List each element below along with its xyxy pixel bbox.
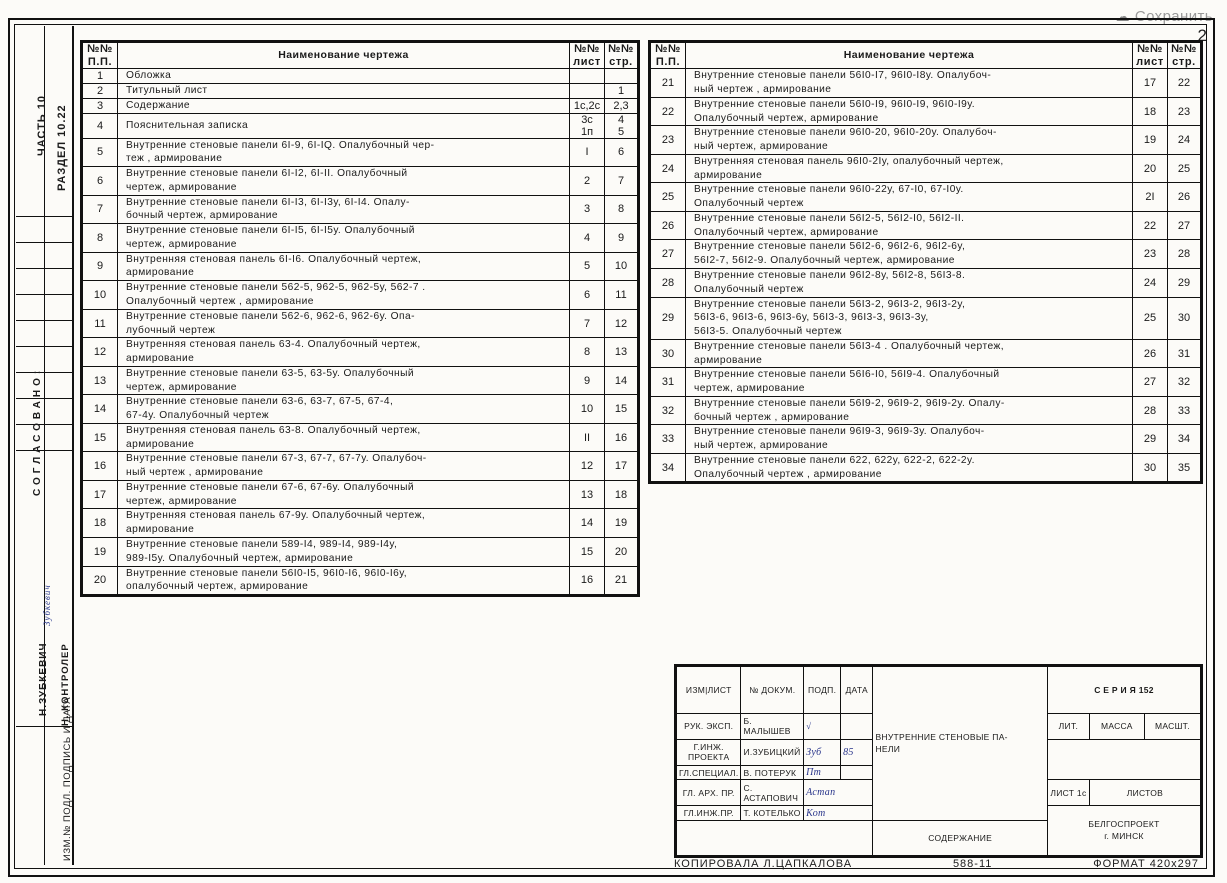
watermark-label: Сохранить [1134, 8, 1213, 25]
stamp-handwritten-signature: Зубкевич [42, 584, 52, 626]
tb-doc-title: СОДЕРЖАНИЕ [873, 821, 1048, 856]
row-sheet-number: 4 [570, 224, 605, 253]
row-sheet-number: 7 [570, 309, 605, 338]
row-sheet-number: 23 [1133, 240, 1168, 269]
table-row[interactable] [651, 97, 1201, 126]
row-drawing-name: Внутренняя стеновая панель 6I-I6. Опалубочный чертеж, армирование [118, 252, 570, 281]
table-row[interactable] [83, 566, 638, 595]
table-row[interactable] [83, 538, 638, 567]
row-drawing-name: Внутренние стеновые панели 6I-I5, 6I-I5у. Опалубочный чертеж, армирование [118, 224, 570, 253]
copier-line [674, 858, 1199, 870]
row-sheet-number: II [570, 423, 605, 452]
table-row[interactable] [83, 224, 638, 253]
tb-sheet-no: ЛИСТ 1с [1047, 780, 1089, 806]
table-header-row [83, 43, 638, 69]
row-sheet-number: 30 [1133, 453, 1168, 482]
format-label: ФОРМАТ 420х297 [1093, 858, 1199, 870]
row-number: 26 [651, 211, 686, 240]
row-sheet-number: 9 [570, 366, 605, 395]
tb-col-data: ДАТА [841, 667, 873, 714]
table-row[interactable] [83, 423, 638, 452]
copier-name: КОПИРОВАЛА Л.ЦАПКАЛОВА [674, 858, 853, 870]
row-number: 11 [83, 309, 118, 338]
tb-masshtab: МАСШТ. [1144, 714, 1200, 740]
row-sheet-number: 2 [570, 167, 605, 196]
table-row[interactable] [651, 368, 1201, 397]
row-page-number: 2,3 [605, 98, 638, 113]
table-row[interactable] [651, 69, 1201, 98]
row-number: 9 [83, 252, 118, 281]
row-page-number: 14 [605, 366, 638, 395]
row-sheet-number: 3 [570, 195, 605, 224]
row-drawing-name: Внутренние стеновые панели 63-5, 63-5у. Опалубочный чертеж, армирование [118, 366, 570, 395]
row-sheet-number: 5 [570, 252, 605, 281]
row-sheet-number: 15 [570, 538, 605, 567]
row-page-number: 24 [1168, 126, 1201, 155]
row-drawing-name: Внутренние стеновые панели 562-5, 962-5, 962-5у, 562-7 . Опалубочный чертеж , армирование [118, 281, 570, 310]
row-drawing-name: Внутренние стеновые панели 56I9-2, 96I9-2, 96I9-2у. Опалу- бочный чертеж , армирование [686, 396, 1133, 425]
tb-sign-0: √ [804, 714, 841, 740]
row-sheet-number: 16 [570, 566, 605, 595]
left-margin-stamp [16, 26, 74, 865]
row-number: 10 [83, 281, 118, 310]
row-drawing-name: Внутренние стеновые панели 56I0-I9, 96I0-I9, 96I0-I9у. Опалубочный чертеж, армирование [686, 97, 1133, 126]
row-number: 16 [83, 452, 118, 481]
row-number: 17 [83, 480, 118, 509]
tb-role-2: ГЛ.СПЕЦИАЛ. [677, 765, 741, 780]
row-number: 34 [651, 453, 686, 482]
row-page-number: 35 [1168, 453, 1201, 482]
row-page-number: 17 [605, 452, 638, 481]
row-number: 13 [83, 366, 118, 395]
row-page-number: 26 [1168, 183, 1201, 212]
table-row[interactable] [83, 509, 638, 538]
row-drawing-name: Внутренние стеновые панели 67-3, 67-7, 67-7у. Опалубоч- ный чертеж , армирование [118, 452, 570, 481]
row-sheet-number: 28 [1133, 396, 1168, 425]
row-sheet-number: 26 [1133, 339, 1168, 368]
row-number: 6 [83, 167, 118, 196]
row-page-number: 10 [605, 252, 638, 281]
header-page: №№ стр. [1168, 43, 1201, 69]
table-row[interactable] [651, 183, 1201, 212]
tb-organization: БЕЛГОСПРОЕКТ г. МИНСК [1047, 806, 1200, 856]
cloud-save-icon: ☁ [1115, 8, 1130, 24]
contents-table-left [80, 40, 640, 597]
row-page-number: 20 [605, 538, 638, 567]
row-number: 5 [83, 138, 118, 167]
table-row[interactable] [83, 480, 638, 509]
row-sheet-number: 20 [1133, 154, 1168, 183]
tb-role-3: ГЛ. АРХ. ПР. [677, 780, 741, 806]
table-row[interactable] [651, 269, 1201, 298]
table-row[interactable] [651, 211, 1201, 240]
table-row[interactable] [83, 252, 638, 281]
stamp-controller-name: Н.ЗУБКЕВИЧ [38, 642, 49, 716]
row-sheet-number: 18 [1133, 97, 1168, 126]
row-page-number: 34 [1168, 425, 1201, 454]
row-number: 25 [651, 183, 686, 212]
row-number: 4 [83, 113, 118, 138]
table-row[interactable] [651, 425, 1201, 454]
row-page-number: 15 [605, 395, 638, 424]
tb-col-izm: ИЗМ|ЛИСТ [677, 667, 741, 714]
tb-role-0: РУК. ЭКСП. [677, 714, 741, 740]
row-number: 8 [83, 224, 118, 253]
table-row[interactable] [83, 366, 638, 395]
row-drawing-name: Внутренние стеновые панели 56I2-5, 56I2-I0, 56I2-II. Опалубочный чертеж, армирование [686, 211, 1133, 240]
row-drawing-name: Внутренняя стеновая панель 63-8. Опалубочный чертеж, армирование [118, 423, 570, 452]
row-drawing-name: Внутренние стеновые панели 56I3-2, 96I3-2, 96I3-2у, 56I3-6, 96I3-6, 96I3-6у, 56I3-3, 96I3-3, 96I3-3у, 56I3-5. Опалубочный чертеж [686, 297, 1133, 339]
row-page-number: 23 [1168, 97, 1201, 126]
row-number: 31 [651, 368, 686, 397]
row-drawing-name: Обложка [118, 69, 570, 84]
row-number: 19 [83, 538, 118, 567]
tb-sheets-total: ЛИСТОВ [1089, 780, 1200, 806]
row-drawing-name: Внутренние стеновые панели 56I0-I7, 96I0-I8у. Опалубоч- ный чертеж , армирование [686, 69, 1133, 98]
row-page-number: 33 [1168, 396, 1201, 425]
row-page-number: 22 [1168, 69, 1201, 98]
row-page-number: 16 [605, 423, 638, 452]
tb-role-4: ГЛ.ИНЖ.ПР. [677, 806, 741, 821]
row-sheet-number: I [570, 138, 605, 167]
tb-object: ВНУТРЕННИЕ СТЕНОВЫЕ ПА- НЕЛИ [873, 667, 1048, 821]
row-sheet-number: 12 [570, 452, 605, 481]
tb-sign-2: Пт [804, 765, 841, 780]
header-no: №№ П.П. [651, 43, 686, 69]
row-page-number: 25 [1168, 154, 1201, 183]
row-number: 2 [83, 84, 118, 99]
table-row[interactable] [83, 138, 638, 167]
row-page-number: 21 [605, 566, 638, 595]
title-block [674, 664, 1203, 858]
sheet-content [74, 26, 1205, 870]
row-drawing-name: Внутренние стеновые панели 96I9-3, 96I9-3у. Опалубоч- ный чертеж, армирование [686, 425, 1133, 454]
row-page-number: 31 [1168, 339, 1201, 368]
row-drawing-name: Внутренние стеновые панели 562-6, 962-6, 962-6у. Опа- лубочный чертеж [118, 309, 570, 338]
row-sheet-number: 3с 1п [570, 113, 605, 138]
tb-name-3: С. АСТАПОВИЧ [741, 780, 804, 806]
row-number: 15 [83, 423, 118, 452]
row-sheet-number: 13 [570, 480, 605, 509]
row-number: 30 [651, 339, 686, 368]
row-sheet-number [570, 69, 605, 84]
row-number: 23 [651, 126, 686, 155]
title-block-grid [676, 666, 1201, 856]
row-drawing-name: Внутренние стеновые панели 96I2-8у, 56I2-8, 56I3-8. Опалубочный чертеж [686, 269, 1133, 298]
row-page-number: 30 [1168, 297, 1201, 339]
row-number: 33 [651, 425, 686, 454]
row-page-number: 4 5 [605, 113, 638, 138]
tb-name-2: В. ПОТЕРУК [741, 765, 804, 780]
row-drawing-name: Внутренние стеновые панели 96I0-22у, 67-I0, 67-I0у. Опалубочный чертеж [686, 183, 1133, 212]
row-number: 1 [83, 69, 118, 84]
header-sheet: №№ лист [1133, 43, 1168, 69]
table-header-row [651, 43, 1201, 69]
table-row[interactable] [83, 281, 638, 310]
row-page-number: 9 [605, 224, 638, 253]
tb-sign-1: Зуб [804, 739, 841, 765]
row-number: 14 [83, 395, 118, 424]
row-page-number: 7 [605, 167, 638, 196]
tb-name-0: Б. МАЛЫШЕВ [741, 714, 804, 740]
row-sheet-number: 19 [1133, 126, 1168, 155]
table-row[interactable] [83, 84, 638, 99]
row-number: 20 [83, 566, 118, 595]
row-drawing-name: Содержание [118, 98, 570, 113]
row-sheet-number: 22 [1133, 211, 1168, 240]
row-drawing-name: Внутренние стеновые панели 67-6, 67-6у. Опалубочный чертеж, армирование [118, 480, 570, 509]
row-number: 28 [651, 269, 686, 298]
table-row[interactable] [83, 395, 638, 424]
header-name: Наименование чертежа [118, 43, 570, 69]
row-drawing-name: Внутренние стеновые панели 56I0-I5, 96I0-I6, 96I0-I6у, опалубочный чертеж, армирование [118, 566, 570, 595]
header-no: №№ П.П. [83, 43, 118, 69]
row-number: 32 [651, 396, 686, 425]
tb-date-0 [841, 714, 873, 740]
tb-lit: ЛИТ. [1047, 714, 1089, 740]
row-drawing-name: Внутренние стеновые панели 6I-I2, 6I-II. Опалубочный чертеж, армирование [118, 167, 570, 196]
row-page-number: 28 [1168, 240, 1201, 269]
row-drawing-name: Внутренние стеновые панели 56I3-4 . Опалубочный чертеж, армирование [686, 339, 1133, 368]
row-drawing-name: Титульный лист [118, 84, 570, 99]
table-row[interactable] [651, 396, 1201, 425]
row-page-number: 8 [605, 195, 638, 224]
page-number: 2 [1197, 26, 1207, 45]
tb-col-podp: ПОДП. [804, 667, 841, 714]
row-drawing-name: Внутренние стеновые панели 589-I4, 989-I4, 989-I4у, 989-I5у. Опалубочный чертеж, армирование [118, 538, 570, 567]
tb-sign-4: Кот [804, 806, 873, 821]
row-sheet-number: 24 [1133, 269, 1168, 298]
table-row[interactable] [651, 339, 1201, 368]
row-sheet-number: 29 [1133, 425, 1168, 454]
row-sheet-number: 27 [1133, 368, 1168, 397]
row-number: 7 [83, 195, 118, 224]
table-row[interactable] [83, 338, 638, 367]
contents-table-right-grid [650, 42, 1201, 482]
tb-name-4: Т. КОТЕЛЬКО [741, 806, 804, 821]
table-row[interactable] [651, 240, 1201, 269]
row-drawing-name: Внутренние стеновые панели 6I-I3, 6I-I3у, 6I-I4. Опалу- бочный чертеж, армирование [118, 195, 570, 224]
tb-blank [1047, 739, 1200, 780]
row-page-number [605, 69, 638, 84]
row-number: 22 [651, 97, 686, 126]
table-row[interactable] [83, 69, 638, 84]
header-page: №№ стр. [605, 43, 638, 69]
row-sheet-number: 17 [1133, 69, 1168, 98]
row-number: 12 [83, 338, 118, 367]
row-page-number: 29 [1168, 269, 1201, 298]
row-sheet-number: 10 [570, 395, 605, 424]
tb-series: С Е Р И Я 152 [1047, 667, 1200, 714]
table-row[interactable] [83, 113, 638, 138]
row-page-number: 19 [605, 509, 638, 538]
table-row[interactable] [651, 453, 1201, 482]
stamp-part: ЧАСТЬ 10 [36, 95, 48, 156]
row-drawing-name: Пояснительная записка [118, 113, 570, 138]
row-drawing-name: Внутренние стеновые панели 6I-9, 6I-IQ. Опалубочный чер- теж , армирование [118, 138, 570, 167]
row-sheet-number: 2I [1133, 183, 1168, 212]
row-drawing-name: Внутренние стеновые панели 96I0-20, 96I0-20у. Опалубоч- ный чертеж, армирование [686, 126, 1133, 155]
table-row[interactable] [83, 167, 638, 196]
tb-name-1: И.ЗУБИЦКИЙ [741, 739, 804, 765]
table-row[interactable] [83, 98, 638, 113]
tb-date-1: 85 [841, 739, 873, 765]
row-number: 24 [651, 154, 686, 183]
row-page-number: 27 [1168, 211, 1201, 240]
contents-table-right [648, 40, 1203, 484]
row-sheet-number: 8 [570, 338, 605, 367]
row-number: 29 [651, 297, 686, 339]
table-row[interactable] [83, 452, 638, 481]
tb-col-doc: № ДОКУМ. [741, 667, 804, 714]
row-drawing-name: Внутренние стеновые панели 63-6, 63-7, 67-5, 67-4, 67-4у. Опалубочный чертеж [118, 395, 570, 424]
row-number: 27 [651, 240, 686, 269]
header-name: Наименование чертежа [686, 43, 1133, 69]
stamp-controller-label: Н. КОНТРОЛЕР [60, 643, 71, 726]
tb-date-2 [841, 765, 873, 780]
row-drawing-name: Внутренняя стеновая панель 67-9у. Опалубочный чертеж, армирование [118, 509, 570, 538]
row-page-number: 1 [605, 84, 638, 99]
tb-role-1: Г.ИНЖ. ПРОЕКТА [677, 739, 741, 765]
row-sheet-number: 14 [570, 509, 605, 538]
table-row[interactable] [651, 154, 1201, 183]
stamp-section: РАЗДЕЛ 10.22 [56, 104, 68, 191]
row-page-number: 32 [1168, 368, 1201, 397]
row-page-number: 12 [605, 309, 638, 338]
row-page-number: 13 [605, 338, 638, 367]
row-sheet-number: 1с,2с [570, 98, 605, 113]
row-number: 3 [83, 98, 118, 113]
contents-table-left-grid [82, 42, 638, 595]
row-page-number: 18 [605, 480, 638, 509]
row-number: 21 [651, 69, 686, 98]
table-row[interactable] [651, 126, 1201, 155]
row-drawing-name: Внутренняя стеновая панель 96I0-2Iу, опалубочный чертеж, армирование [686, 154, 1133, 183]
drawing-code: 588-11 [952, 858, 993, 870]
row-page-number: 11 [605, 281, 638, 310]
row-page-number: 6 [605, 138, 638, 167]
row-drawing-name: Внутренние стеновые панели 56I6-I0, 56I9-4. Опалубочный чертеж, армирование [686, 368, 1133, 397]
row-drawing-name: Внутренние стеновые панели 622, 622у, 622-2, 622-2у. Опалубочный чертеж , армирование [686, 453, 1133, 482]
table-row[interactable] [651, 297, 1201, 339]
row-drawing-name: Внутренние стеновые панели 56I2-6, 96I2-6, 96I2-6у, 56I2-7, 56I2-9. Опалубочный чертеж, армирование [686, 240, 1133, 269]
stamp-agreed: СОГЛАСОВАНО: [32, 366, 43, 496]
tb-sign-3: Астап [804, 780, 873, 806]
row-sheet-number: 6 [570, 281, 605, 310]
row-sheet-number: 25 [1133, 297, 1168, 339]
stamp-signature-note: ИЗМ.№ ПОДЛ. ПОДПИСЬ И ДАТА [62, 696, 73, 861]
row-number: 18 [83, 509, 118, 538]
row-drawing-name: Внутренняя стеновая панель 63-4. Опалубочный чертеж, армирование [118, 338, 570, 367]
tb-massa: МАССА [1089, 714, 1144, 740]
header-sheet: №№ лист [570, 43, 605, 69]
table-row[interactable] [83, 195, 638, 224]
row-sheet-number [570, 84, 605, 99]
table-row[interactable] [83, 309, 638, 338]
